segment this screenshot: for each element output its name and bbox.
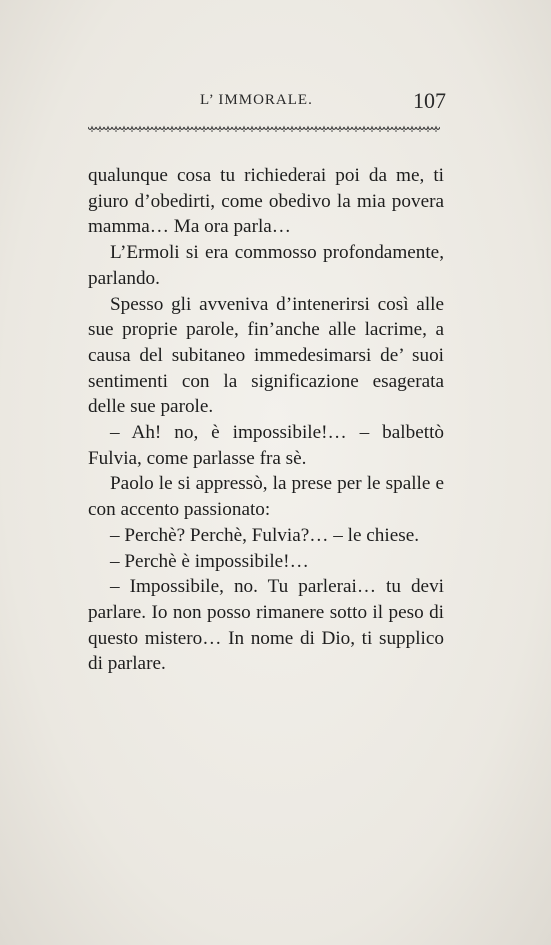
paragraph: – Perchè? Perchè, Fulvia?… – le chiese. [110, 524, 420, 546]
paragraph: Spesso gli avveniva d’intenerirsi così alle sue proprie parole, fin’anche alle lacrime, a causa del subitaneo immedesimarsi de’ suoi sentimenti con la significazione esagerata delle sue parole. [88, 293, 444, 418]
paragraph: – Ah! no, è impossibile!… – balbettò Fulvia, come parlasse fra sè. [88, 422, 444, 469]
paragraph: qualunque cosa tu richiederai poi da me, ti giuro d’obedirti, come obedivo la mia povera mamma… Ma ora parla… [88, 165, 444, 238]
running-title: L’ IMMORALE. [200, 92, 313, 108]
decorative-rule [88, 124, 440, 134]
paragraph: L’Ermoli si era commosso profondamente, parlando. [88, 242, 444, 289]
body-text [88, 163, 444, 677]
paragraph: – Impossibile, no. Tu parlerai… tu devi parlare. Io non posso rimanere sotto il peso di questo mistero… In nome di Dio, ti supplico di parlare. [88, 576, 444, 675]
paragraph: – Perchè è impossibile!… [110, 550, 309, 572]
paragraph: Paolo le si appressò, la prese per le spalle e con accento passionato: [88, 473, 444, 521]
page-number: 107 [413, 88, 446, 113]
running-head [88, 88, 454, 114]
